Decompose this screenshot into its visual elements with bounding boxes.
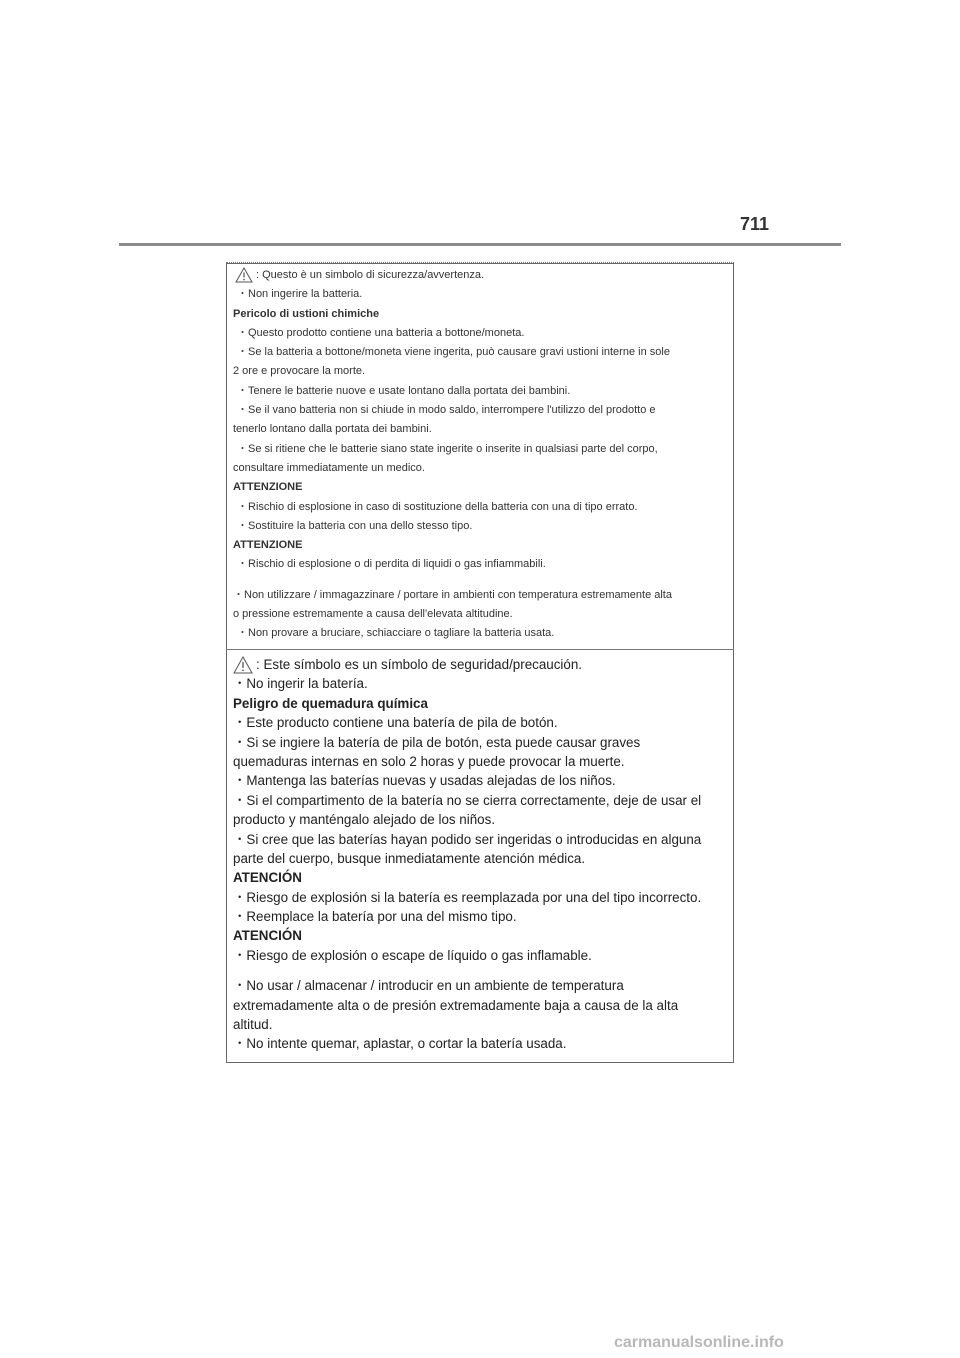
italian-text-line: ATTENZIONE	[233, 539, 303, 552]
section-divider	[226, 649, 734, 650]
spanish-text-line: ・No ingerir la batería.	[233, 676, 368, 692]
spanish-text-line: altitud.	[233, 1017, 273, 1033]
italian-symbol-line	[233, 266, 723, 285]
spanish-lines-after-gap	[233, 976, 723, 1054]
warning-triangle-icon	[235, 267, 253, 283]
spanish-gap	[233, 965, 723, 976]
spanish-text-line: ・Reemplace la batería por una del mismo tipo.	[233, 909, 517, 925]
spanish-text-line: quemaduras internas en solo 2 horas y puede provocar la muerte.	[233, 753, 625, 769]
warning-triangle-icon	[233, 656, 253, 674]
spanish-text-line: parte del cuerpo, busque inmediatamente atención médica.	[233, 850, 586, 866]
spanish-text-line: ・No usar / almacenar / introducir en un ambiente de temperatura	[233, 978, 624, 994]
italian-text-line: ・Non utilizzare / immagazzinare / portare in ambienti con temperatura estremamente alta	[233, 588, 672, 601]
italian-text-line: ・Non ingerire la batteria.	[237, 288, 363, 301]
spanish-text-line: Peligro de quemadura química	[233, 695, 428, 711]
spanish-text-line: ATENCIÓN	[233, 870, 302, 886]
italian-text-line: Pericolo di ustioni chimiche	[233, 307, 380, 320]
italian-lines	[233, 285, 723, 574]
italian-text-line: ・Tenere le batterie nuove e usate lontano dalla portata dei bambini.	[237, 384, 571, 397]
spanish-text-line: ・Si el compartimento de la batería no se cierra correctamente, deje de usar el	[233, 792, 702, 808]
italian-text-line: ・Se si ritiene che le batterie siano state ingerite o inserite in qualsiasi parte del corpo,	[237, 442, 658, 455]
italian-text-line: ・Se il vano batteria non si chiude in modo saldo, interrompere l'utilizzo del prodotto e	[237, 404, 656, 417]
italian-lines-after-gap	[233, 586, 723, 644]
italian-symbol-note: : Questo è un simbolo di sicurezza/avvertenza.	[256, 269, 485, 281]
spanish-text-line: ・Este producto contiene una batería de pila de botón.	[233, 715, 558, 731]
spanish-text-line: producto y manténgalo alejado de los niños.	[233, 812, 496, 828]
spanish-text-line: ・Riesgo de explosión si la batería es reemplazada por una del tipo incorrecto.	[233, 889, 702, 905]
italian-text-line: ATTENZIONE	[233, 481, 303, 494]
spanish-text-line: ・Si cree que las baterías hayan podido ser ingeridas o introducidas en alguna	[233, 831, 702, 847]
italian-text-line: o pressione estremamente a causa dell'elevata altitudine.	[233, 608, 513, 621]
header-rule	[119, 243, 841, 246]
spanish-symbol-line	[233, 655, 723, 674]
italian-gap	[233, 575, 723, 586]
spanish-text-line: ATENCIÓN	[233, 928, 302, 944]
italian-text-line: ・Rischio di esplosione in caso di sostituzione della batteria con una di tipo errato.	[237, 500, 638, 513]
spanish-symbol-note: : Este símbolo es un símbolo de seguridad/precaución.	[256, 657, 583, 672]
spanish-section	[233, 655, 723, 1054]
spanish-text-line: ・Riesgo de explosión o escape de líquido o gas inflamable.	[233, 947, 592, 963]
spanish-lines	[233, 674, 723, 965]
italian-text-line: ・Questo prodotto contiene una batteria a bottone/moneta.	[237, 326, 525, 339]
box-top-border	[226, 262, 734, 263]
italian-text-line: ・Non provare a bruciare, schiacciare o tagliare la batteria usata.	[237, 627, 555, 640]
page-number: 711	[740, 214, 770, 234]
spanish-text-line: ・Mantenga las baterías nuevas y usadas alejadas de los niños.	[233, 773, 616, 789]
italian-text-line: 2 ore e provocare la morte.	[233, 365, 366, 378]
italian-text-line: tenerlo lontano dalla portata dei bambini.	[233, 423, 432, 436]
italian-text-line: ・Rischio di esplosione o di perdita di liquidi o gas infiammabili.	[237, 558, 546, 571]
italian-text-line: ・Sostituire la batteria con una dello stesso tipo.	[237, 519, 473, 532]
watermark: carmanualsonline.info	[614, 1334, 784, 1351]
spanish-text-line: ・No intente quemar, aplastar, o cortar la batería usada.	[233, 1036, 567, 1052]
spanish-text-line: ・Si se ingiere la batería de pila de botón, esta puede causar graves	[233, 734, 641, 750]
italian-text-line: consultare immediatamente un medico.	[233, 461, 425, 474]
spanish-text-line: extremadamente alta o de presión extremadamente baja a causa de la alta	[233, 997, 679, 1013]
italian-text-line: ・Se la batteria a bottone/moneta viene ingerita, può causare gravi ustioni interne in sole	[237, 346, 670, 359]
italian-section	[233, 266, 723, 644]
